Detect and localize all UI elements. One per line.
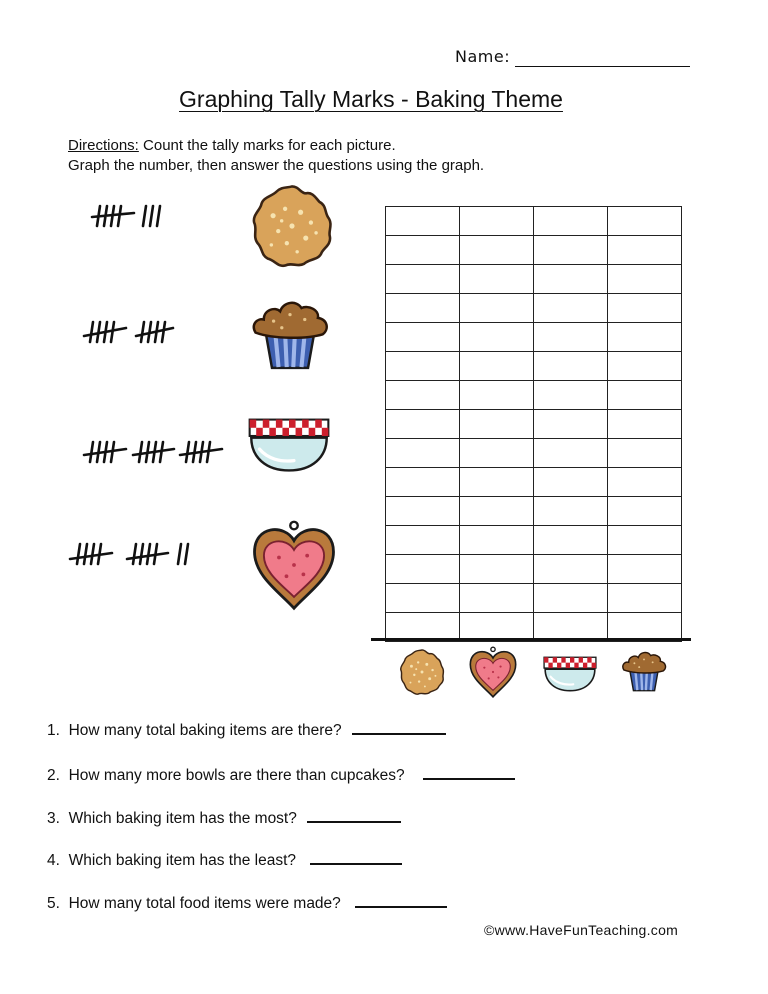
graph-grid[interactable]	[385, 206, 682, 642]
tally-row-bowl	[84, 442, 222, 462]
cupcake-icon	[244, 290, 336, 372]
graph-cell[interactable]	[386, 323, 460, 352]
graph-cell[interactable]	[386, 381, 460, 410]
question-2: 2. How many more bowls are there than cupcakes?	[47, 767, 515, 785]
heart-cookie-icon	[246, 518, 342, 612]
answer-blank-4[interactable]	[310, 863, 402, 865]
graph-cell[interactable]	[608, 526, 682, 555]
graph-cell[interactable]	[386, 265, 460, 294]
graph-row	[386, 584, 682, 613]
graph-cell[interactable]	[534, 410, 608, 439]
graph-cell[interactable]	[460, 265, 534, 294]
graph-cell[interactable]	[608, 294, 682, 323]
graph-cell[interactable]	[608, 352, 682, 381]
footer-copyright: ©www.HaveFunTeaching.com	[484, 922, 679, 938]
graph-cell[interactable]	[386, 468, 460, 497]
graph-cell[interactable]	[608, 555, 682, 584]
graph-cell[interactable]	[534, 323, 608, 352]
graph-baseline	[371, 638, 691, 641]
graph-cell[interactable]	[534, 294, 608, 323]
graph-cell[interactable]	[534, 555, 608, 584]
graph-row	[386, 265, 682, 294]
tally-row-heart	[70, 544, 188, 564]
directions-line2: Graph the number, then answer the questions using the graph.	[68, 157, 485, 174]
graph-cell[interactable]	[534, 236, 608, 265]
graph-cell[interactable]	[386, 410, 460, 439]
graph-column-bowl-icon	[543, 655, 597, 693]
graph-cell[interactable]	[460, 584, 534, 613]
graph-cell[interactable]	[608, 497, 682, 526]
graph-row	[386, 439, 682, 468]
graph-row	[386, 207, 682, 236]
graph-cell[interactable]	[534, 584, 608, 613]
graph-cell[interactable]	[534, 468, 608, 497]
question-3: 3. Which baking item has the most?	[47, 810, 401, 828]
answer-blank-5[interactable]	[355, 906, 447, 908]
graph-row	[386, 410, 682, 439]
question-5: 5. How many total food items were made?	[47, 895, 447, 913]
graph-cell[interactable]	[386, 439, 460, 468]
graph-cell[interactable]	[386, 352, 460, 381]
answer-blank-1[interactable]	[352, 733, 446, 735]
tally-row-cookie	[92, 206, 160, 226]
graph-cell[interactable]	[460, 555, 534, 584]
name-line[interactable]	[515, 66, 690, 67]
graph-cell[interactable]	[386, 236, 460, 265]
graph-cell[interactable]	[608, 584, 682, 613]
graph-cell[interactable]	[608, 410, 682, 439]
answer-blank-3[interactable]	[307, 821, 401, 823]
graph-cell[interactable]	[460, 294, 534, 323]
graph-cell[interactable]	[460, 526, 534, 555]
name-label: Name:	[455, 47, 511, 66]
graph-cell[interactable]	[386, 584, 460, 613]
directions-line1: Count the tally marks for each picture.	[143, 137, 396, 154]
graph-cell[interactable]	[386, 207, 460, 236]
cookie-icon	[249, 183, 335, 269]
graph-cell[interactable]	[460, 468, 534, 497]
graph-cell[interactable]	[460, 236, 534, 265]
graph-row	[386, 323, 682, 352]
graph-cell[interactable]	[460, 497, 534, 526]
graph-row	[386, 526, 682, 555]
question-1: 1. How many total baking items are there?	[47, 722, 446, 740]
graph-cell[interactable]	[608, 323, 682, 352]
graph-cell[interactable]	[534, 526, 608, 555]
graph-cell[interactable]	[460, 439, 534, 468]
graph-cell[interactable]	[608, 468, 682, 497]
graph-cell[interactable]	[534, 265, 608, 294]
graph-cell[interactable]	[386, 555, 460, 584]
graph-cell[interactable]	[386, 526, 460, 555]
graph-cell[interactable]	[608, 207, 682, 236]
graph-column-heart-cookie-icon	[466, 645, 520, 699]
graph-cell[interactable]	[460, 352, 534, 381]
graph-cell[interactable]	[386, 294, 460, 323]
graph-row	[386, 352, 682, 381]
graph-row	[386, 236, 682, 265]
graph-column-cupcake-icon	[616, 645, 672, 693]
answer-blank-2[interactable]	[423, 778, 515, 780]
tally-marks	[60, 190, 240, 590]
tally-row-cupcake	[84, 322, 173, 342]
graph-cell[interactable]	[534, 207, 608, 236]
graph-row	[386, 497, 682, 526]
directions	[68, 136, 484, 176]
question-4: 4. Which baking item has the least?	[47, 852, 402, 870]
page-title: Graphing Tally Marks - Baking Theme	[179, 86, 563, 112]
graph-row	[386, 468, 682, 497]
graph-cell[interactable]	[534, 497, 608, 526]
graph-cell[interactable]	[608, 236, 682, 265]
graph-row	[386, 381, 682, 410]
graph-cell[interactable]	[460, 381, 534, 410]
graph-cell[interactable]	[534, 352, 608, 381]
graph-cell[interactable]	[460, 410, 534, 439]
graph-cell[interactable]	[534, 439, 608, 468]
graph-cell[interactable]	[608, 381, 682, 410]
graph-cell[interactable]	[608, 439, 682, 468]
graph-cell[interactable]	[534, 381, 608, 410]
graph-cell[interactable]	[460, 323, 534, 352]
graph-row	[386, 555, 682, 584]
graph-row	[386, 294, 682, 323]
directions-label: Directions:	[68, 137, 139, 154]
graph-cell[interactable]	[608, 265, 682, 294]
bowl-icon	[248, 415, 330, 475]
graph-cell[interactable]	[460, 207, 534, 236]
graph-column-cookie-icon	[398, 648, 446, 696]
graph-cell[interactable]	[386, 497, 460, 526]
